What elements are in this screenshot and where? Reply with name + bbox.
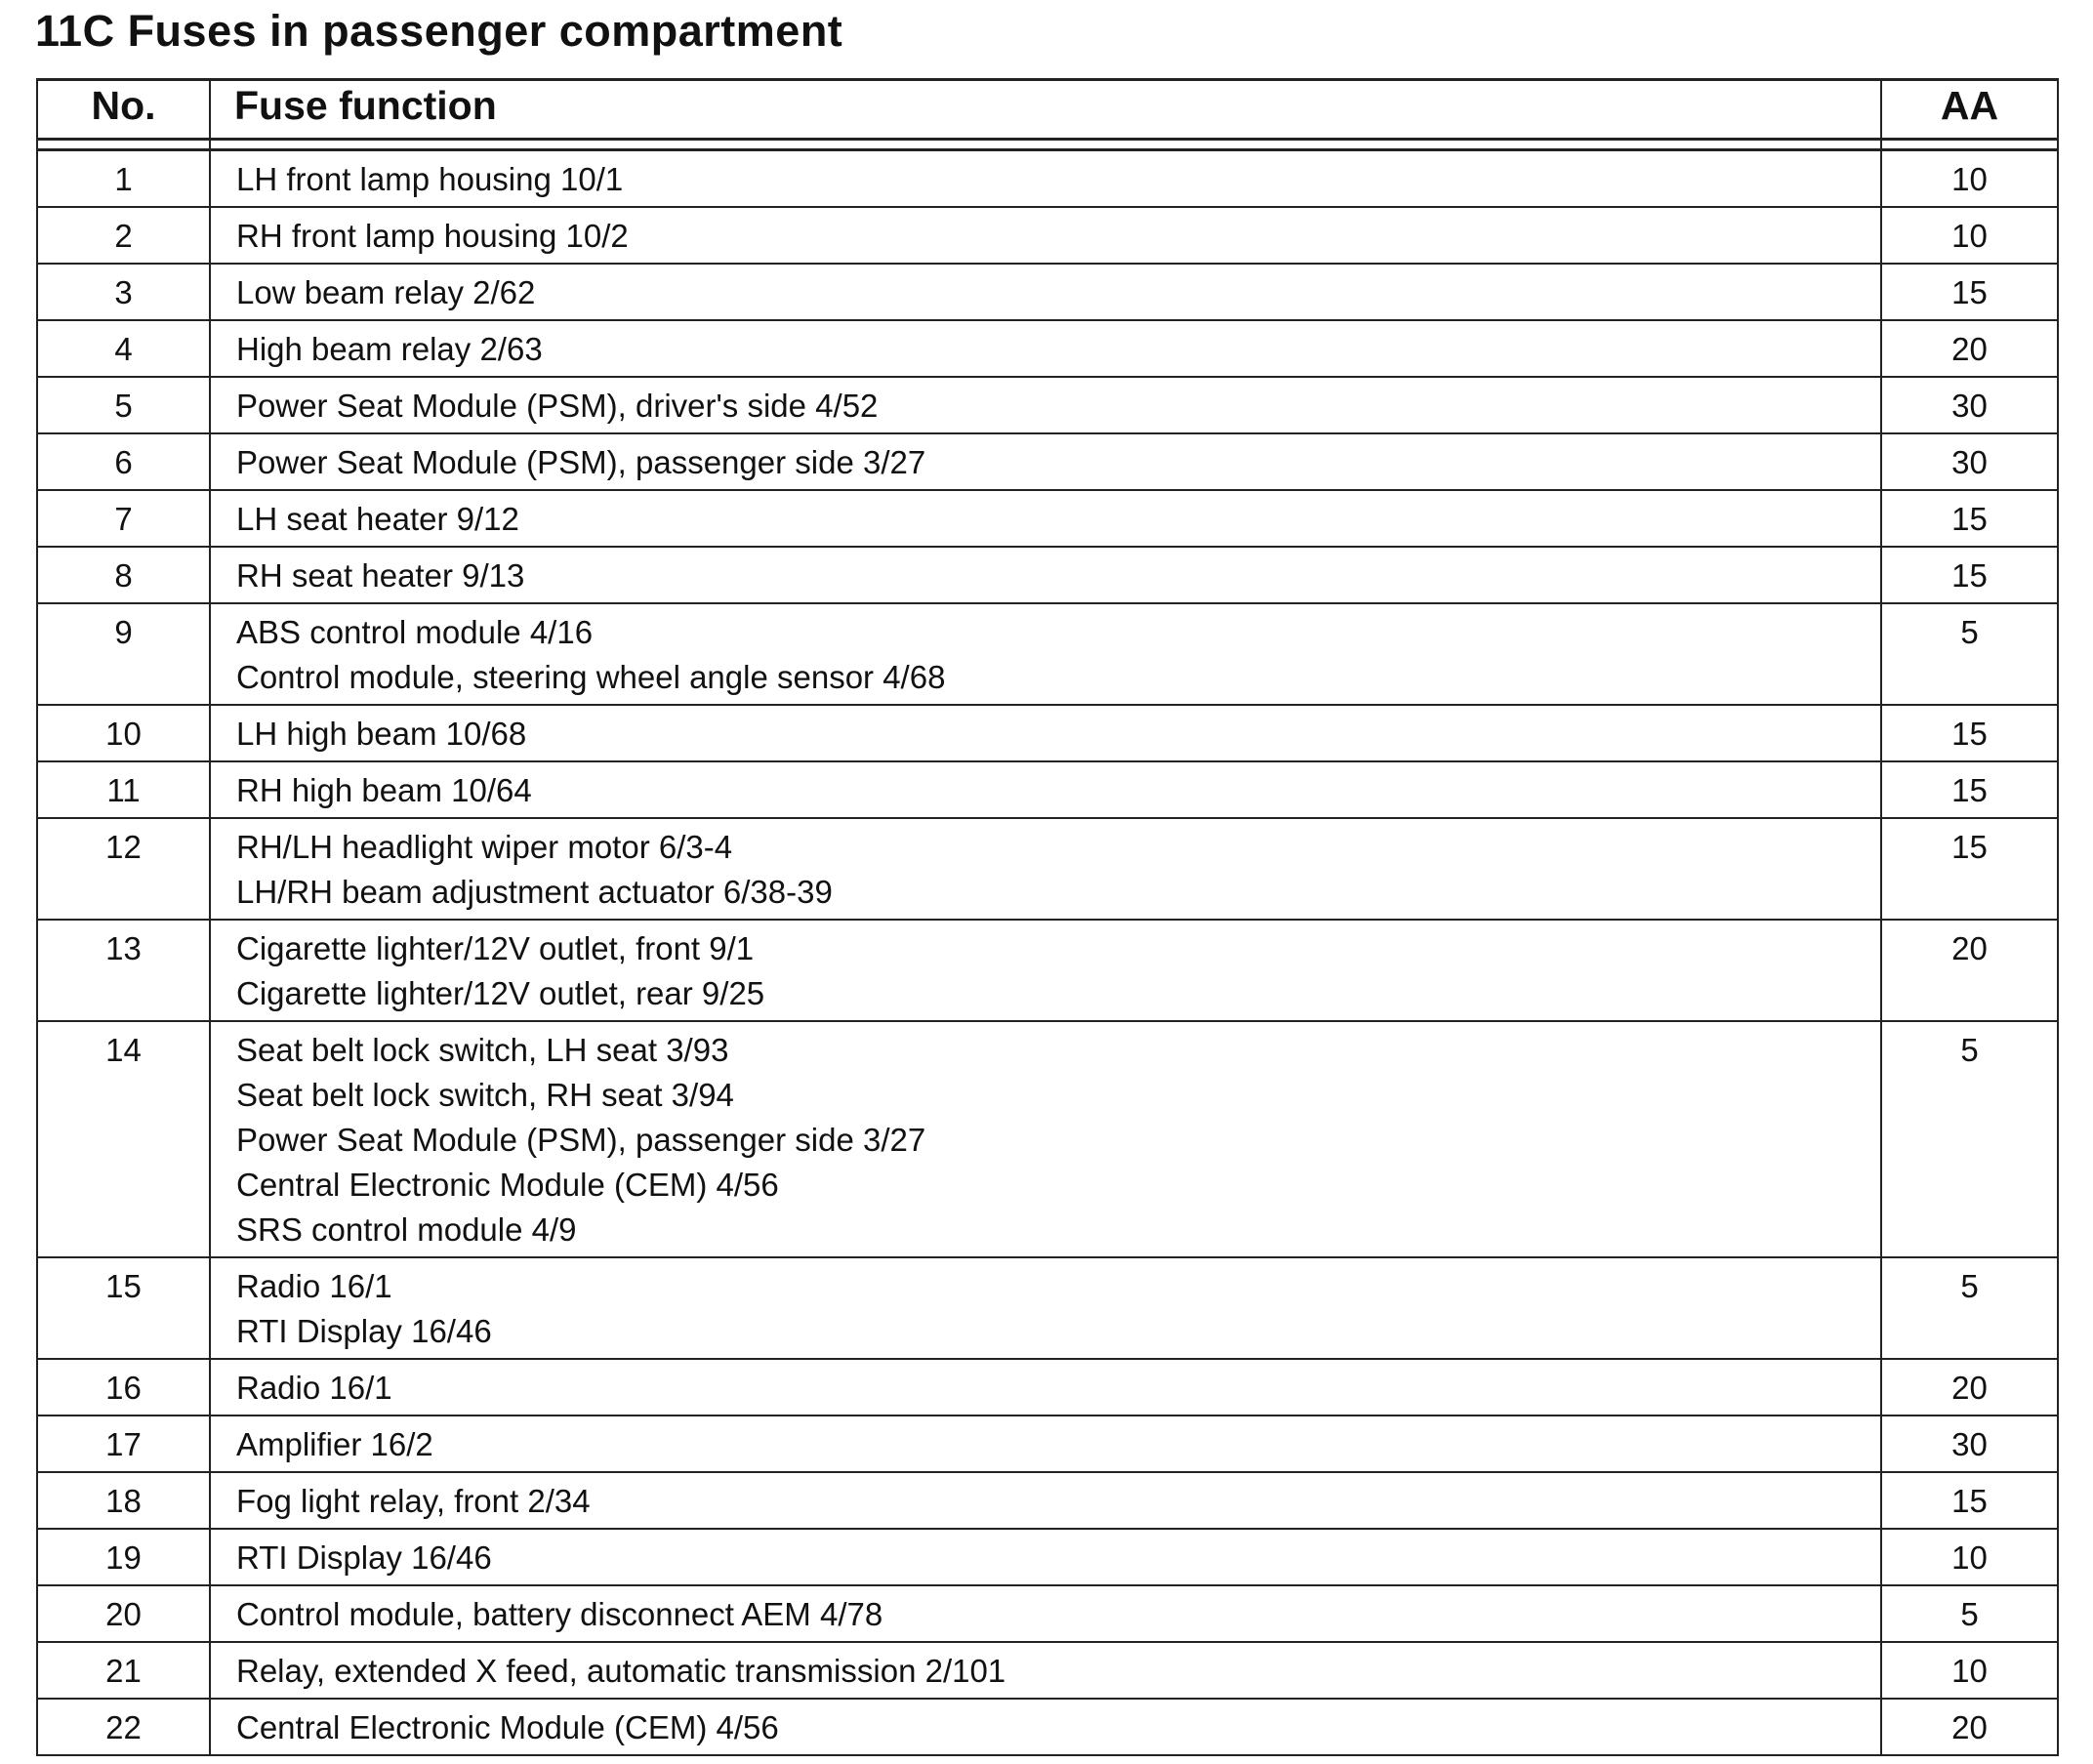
fuse-function [210,1529,1881,1585]
fuse-function-line: Power Seat Module (PSM), passenger side 3/27 [236,1122,926,1158]
fuse-function-line: LH/RH beam adjustment actuator 6/38-39 [236,874,833,910]
fuse-number: 4 [37,320,210,377]
fuse-function-line: Cigarette lighter/12V outlet, front 9/1 [236,930,755,966]
table-row [37,207,2058,264]
fuse-function-line: LH front lamp housing 10/1 [236,161,624,197]
fuse-number: 6 [37,433,210,490]
fuse-function-line: Central Electronic Module (CEM) 4/56 [236,1709,779,1745]
fuse-number: 21 [37,1642,210,1699]
fuse-number: 8 [37,547,210,603]
fuse-function [210,1359,1881,1415]
fuse-function [210,603,1881,705]
fuse-function-line: Radio 16/1 [236,1268,392,1304]
fuse-function-line: Cigarette lighter/12V outlet, rear 9/25 [236,975,765,1011]
header-no: No. [37,80,210,140]
fuse-amperage: 10 [1881,207,2058,264]
table-row [37,490,2058,547]
fuse-table [36,78,2059,1756]
fuse-function-line: Fog light relay, front 2/34 [236,1483,591,1519]
table-row [37,1257,2058,1359]
fuse-function-line: Seat belt lock switch, LH seat 3/93 [236,1032,729,1068]
fuse-number: 22 [37,1699,210,1755]
header-fuse-function: Fuse function [210,80,1881,140]
table-row [37,1472,2058,1529]
fuse-amperage: 10 [1881,1529,2058,1585]
fuse-function [210,1642,1881,1699]
fuse-number: 12 [37,818,210,920]
fuse-amperage: 5 [1881,1021,2058,1257]
fuse-number: 13 [37,920,210,1021]
fuse-number: 14 [37,1021,210,1257]
table-row [37,377,2058,433]
fuse-number: 10 [37,705,210,761]
fuse-function [210,761,1881,818]
fuse-number: 1 [37,150,210,208]
header-aa: AA [1881,80,2058,140]
page-title: 11C Fuses in passenger compartment [35,6,843,56]
fuse-function-line: LH seat heater 9/12 [236,501,519,537]
fuse-amperage: 15 [1881,761,2058,818]
fuse-function [210,433,1881,490]
table-row [37,1359,2058,1415]
fuse-function-line: SRS control module 4/9 [236,1211,577,1248]
fuse-amperage: 15 [1881,818,2058,920]
fuse-amperage: 10 [1881,1642,2058,1699]
fuse-amperage: 30 [1881,1415,2058,1472]
fuse-number: 3 [37,264,210,320]
fuse-function [210,377,1881,433]
fuse-function-line: LH high beam 10/68 [236,716,527,752]
fuse-amperage: 15 [1881,490,2058,547]
table-row [37,547,2058,603]
fuse-function [210,490,1881,547]
table-row [37,761,2058,818]
fuse-function [210,1021,1881,1257]
fuse-function-line: RTI Display 16/46 [236,1313,492,1349]
fuse-function-line: Control module, battery disconnect AEM 4/78 [236,1596,883,1632]
fuse-number: 5 [37,377,210,433]
fuse-amperage: 10 [1881,150,2058,208]
fuse-number: 2 [37,207,210,264]
table-row [37,1415,2058,1472]
fuse-amperage: 20 [1881,1699,2058,1755]
fuse-number: 15 [37,1257,210,1359]
fuse-function-line: RTI Display 16/46 [236,1539,492,1576]
fuse-function-line: Relay, extended X feed, automatic transmission 2/101 [236,1653,1006,1689]
table-row [37,1642,2058,1699]
fuse-function-line: Central Electronic Module (CEM) 4/56 [236,1167,779,1203]
fuse-number: 9 [37,603,210,705]
table-row [37,264,2058,320]
table-row [37,150,2058,208]
fuse-function-line: RH front lamp housing 10/2 [236,218,629,254]
fuse-function [210,1415,1881,1472]
fuse-function-line: Radio 16/1 [236,1370,392,1406]
table-row [37,603,2058,705]
fuse-amperage: 15 [1881,1472,2058,1529]
fuse-number: 17 [37,1415,210,1472]
fuse-amperage: 20 [1881,1359,2058,1415]
table-row [37,1021,2058,1257]
fuse-number: 18 [37,1472,210,1529]
table-row [37,320,2058,377]
fuse-function-line: ABS control module 4/16 [236,614,594,650]
table-row [37,433,2058,490]
fuse-function-line: RH/LH headlight wiper motor 6/3-4 [236,829,733,865]
fuse-function [210,1472,1881,1529]
fuse-function-line: Power Seat Module (PSM), driver's side 4/52 [236,388,879,424]
fuse-function [210,150,1881,208]
fuse-function [210,705,1881,761]
fuse-number: 16 [37,1359,210,1415]
fuse-amperage: 5 [1881,1585,2058,1642]
table-row [37,705,2058,761]
fuse-function-line: Amplifier 16/2 [236,1426,433,1462]
fuse-amperage: 15 [1881,547,2058,603]
fuse-number: 7 [37,490,210,547]
fuse-amperage: 15 [1881,705,2058,761]
fuse-amperage: 5 [1881,1257,2058,1359]
fuse-function [210,320,1881,377]
fuse-number: 19 [37,1529,210,1585]
fuse-number: 20 [37,1585,210,1642]
table-body [37,140,2058,1756]
fuse-function-line: Low beam relay 2/62 [236,274,536,310]
fuse-function [210,207,1881,264]
fuse-function [210,264,1881,320]
table-row [37,1529,2058,1585]
fuse-amperage: 30 [1881,377,2058,433]
fuse-function-line: Control module, steering wheel angle sensor 4/68 [236,659,946,695]
table-row [37,1585,2058,1642]
fuse-function [210,1585,1881,1642]
fuse-function [210,547,1881,603]
table-row [37,818,2058,920]
table-row [37,920,2058,1021]
fuse-function [210,1699,1881,1755]
table-header-row [37,80,2058,140]
header-spacer [37,140,2058,150]
table-row [37,1699,2058,1755]
fuse-number: 11 [37,761,210,818]
fuse-function [210,818,1881,920]
fuse-amperage: 15 [1881,264,2058,320]
fuse-function-line: Seat belt lock switch, RH seat 3/94 [236,1077,734,1113]
fuse-amperage: 30 [1881,433,2058,490]
fuse-function [210,1257,1881,1359]
fuse-function-line: Power Seat Module (PSM), passenger side 3/27 [236,444,926,480]
fuse-amperage: 20 [1881,320,2058,377]
fuse-amperage: 20 [1881,920,2058,1021]
fuse-function-line: High beam relay 2/63 [236,331,543,367]
fuse-amperage: 5 [1881,603,2058,705]
fuse-function-line: RH high beam 10/64 [236,772,532,808]
fuse-function-line: RH seat heater 9/13 [236,557,525,594]
fuse-function [210,920,1881,1021]
